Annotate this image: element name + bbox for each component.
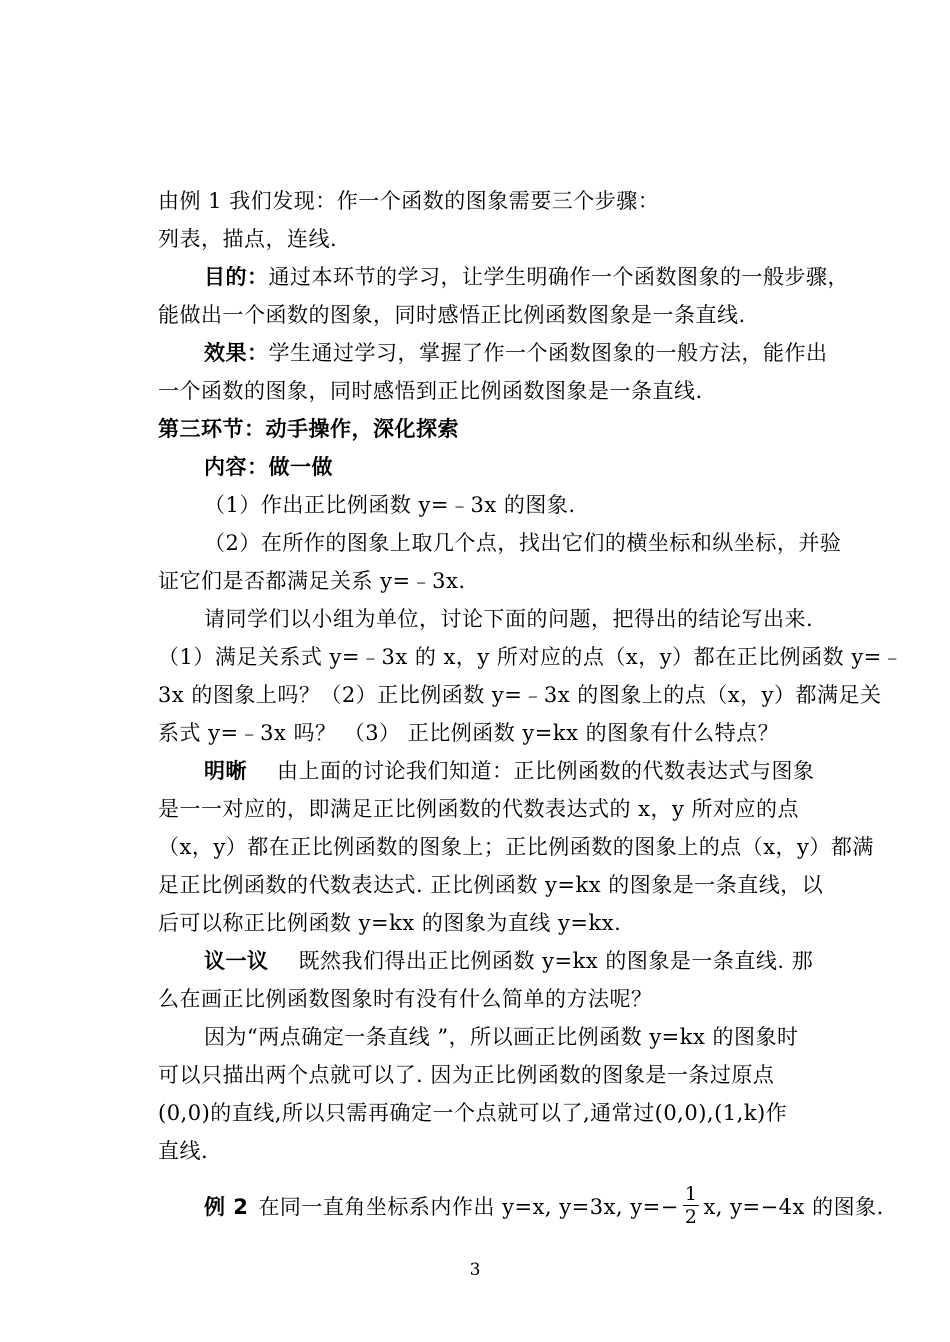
paragraph-line-effect xyxy=(204,338,828,368)
example-2-text-before: 在同一直角坐标系内作出 y=x, y=3x, y=− xyxy=(258,1195,679,1219)
paragraph-line-purpose xyxy=(204,262,849,292)
line-text: 通过本环节的学习，让学生明确作一个函数图象的一般步骤， xyxy=(268,265,849,289)
page-number: 3 xyxy=(469,1260,481,1280)
example-2-label: 例 2 xyxy=(204,1195,249,1219)
paragraph-line: （2）在所作的图象上取几个点，找出它们的横坐标和纵坐标，并验 xyxy=(204,531,842,555)
paragraph-line: 能做出一个函数的图象，同时感悟正比例函数图象是一条直线. xyxy=(158,303,746,327)
line-text: 学生通过学习，掌握了作一个函数图象的一般方法，能作出 xyxy=(268,341,828,365)
paragraph-line: 直线. xyxy=(158,1139,209,1163)
line-text: 由上面的讨论我们知道：正比例函数的代数表达式与图象 xyxy=(277,759,815,783)
section-heading: 第三环节：动手操作，深化探索 xyxy=(158,417,459,441)
label-effect: 效果： xyxy=(204,341,269,365)
paragraph-line-discuss xyxy=(204,946,813,976)
label-clarify: 明晰 xyxy=(204,759,247,783)
paragraph-line: 请同学们以小组为单位，讨论下面的问题，把得出的结论写出来. xyxy=(204,607,814,631)
paragraph-line: 由例 1 我们发现：作一个函数的图象需要三个步骤： xyxy=(158,189,660,213)
paragraph-line: 证它们是否都满足关系 y=﹣3x. xyxy=(158,569,466,593)
content-heading: 内容：做一做 xyxy=(204,455,333,479)
paragraph-line: 后可以称正比例函数 y=kx 的图象为直线 y=kx. xyxy=(158,911,622,935)
paragraph-line: 3x 的图象上吗？（2）正比例函数 y=﹣3x 的图象上的点（x，y）都满足关 xyxy=(158,683,882,707)
paragraph-line: （1）作出正比例函数 y=﹣3x 的图象. xyxy=(204,493,576,517)
paragraph-line: 列表，描点，连线. xyxy=(158,227,338,251)
label-purpose: 目的： xyxy=(204,265,269,289)
line-text: 既然我们得出正比例函数 y=kx 的图象是一条直线. 那 xyxy=(298,949,814,973)
label-discuss: 议一议 xyxy=(204,949,269,973)
paragraph-line: (0,0)的直线,所以只需再确定一个点就可以了,通常过(0,0),(1,k)作 xyxy=(158,1101,788,1125)
fraction xyxy=(683,1183,700,1228)
paragraph-line: 么在画正比例函数图象时有没有什么简单的方法呢？ xyxy=(158,987,653,1011)
paragraph-line: 可以只描出两个点就可以了. 因为正比例函数的图象是一条过原点 xyxy=(158,1063,775,1087)
fraction-numerator: 1 xyxy=(684,1183,698,1205)
fraction-denominator: 2 xyxy=(684,1206,698,1228)
paragraph-line: （x，y）都在正比例函数的图象上；正比例函数的图象上的点（x，y）都满 xyxy=(158,835,874,859)
paragraph-line: 足正比例函数的代数表达式. 正比例函数 y=kx 的图象是一条直线，以 xyxy=(158,873,824,897)
example-2-text-after: x, y=−4x 的图象. xyxy=(703,1195,884,1219)
example-2-line xyxy=(204,1183,884,1231)
paragraph-line: 一个函数的图象，同时感悟到正比例函数图象是一条直线. xyxy=(158,379,703,403)
paragraph-line: 是一一对应的，即满足正比例函数的代数表达式的 x，y 所对应的点 xyxy=(158,797,800,821)
paragraph-line: 系式 y=﹣3x 吗？ （3） 正比例函数 y=kx 的图象有什么特点？ xyxy=(158,721,780,745)
paragraph-line: 因为“两点确定一条直线 ”，所以画正比例函数 y=kx 的图象时 xyxy=(204,1025,799,1049)
paragraph-line: （1）满足关系式 y=﹣3x 的 x，y 所对应的点（x，y）都在正比例函数 y=﹣ xyxy=(158,645,904,669)
paragraph-line-clarify xyxy=(204,756,815,786)
